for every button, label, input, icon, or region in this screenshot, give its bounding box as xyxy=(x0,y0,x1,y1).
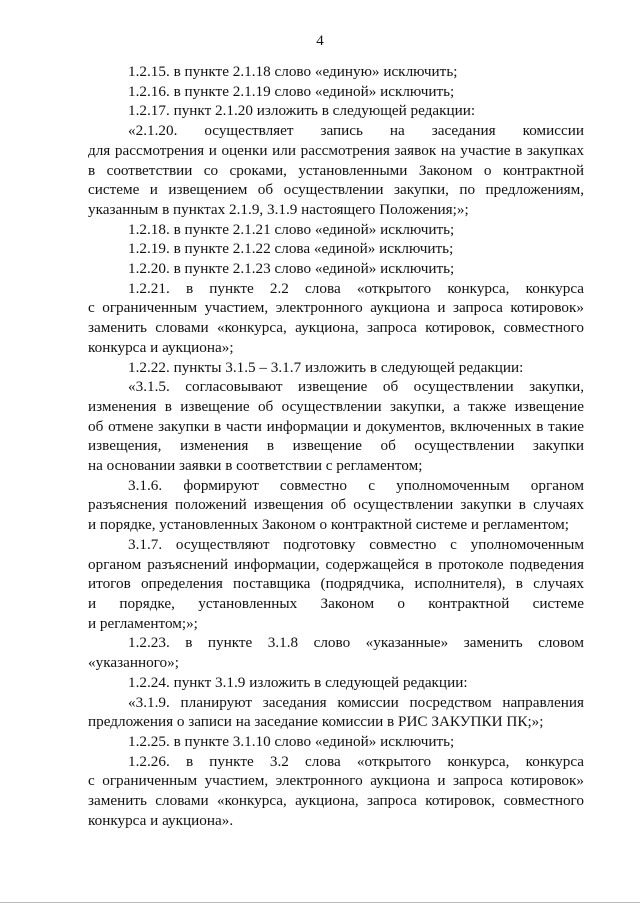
paragraph-3-1-6 xyxy=(88,476,584,535)
paragraph-1-2-15 xyxy=(88,62,584,82)
text-line: конкурса и аукциона»; xyxy=(88,338,234,356)
paragraph-3-1-5-quote xyxy=(88,377,584,476)
paragraph-3-1-9-quote xyxy=(88,693,584,732)
paragraph-1-2-23 xyxy=(88,633,584,672)
text-line: 3.1.6. формируют совместно с уполномоченным органом xyxy=(128,476,584,494)
text-line: об отмене закупки в части информации и документов, включенных в такие xyxy=(88,417,584,435)
document-body xyxy=(88,62,584,830)
text-line: системе и извещением об осуществлении закупки, по предложениям, xyxy=(88,181,584,199)
text-line: и порядке, установленных Законом о контрактной системе xyxy=(88,594,584,612)
text-line: заменить словами «конкурса, аукциона, запроса котировок, совместного xyxy=(88,792,584,810)
text-line: 1.2.21. в пункте 2.2 слова «открытого конкурса, конкурса xyxy=(128,279,584,297)
text-line: 1.2.25. в пункте 3.1.10 слово «единой» исключить; xyxy=(128,732,455,750)
text-line: извещения, изменения в извещение об осуществлении закупки xyxy=(88,437,584,455)
text-line: «3.1.5. согласовывают извещение об осуществлении закупки, xyxy=(128,378,584,396)
text-line: 1.2.20. в пункте 2.1.23 слово «единой» исключить; xyxy=(128,260,455,278)
text-line: 1.2.22. пункты 3.1.5 – 3.1.7 изложить в следующей редакции: xyxy=(128,358,524,376)
text-line: «указанного»; xyxy=(88,654,179,672)
text-line: с ограниченным участием, электронного аукциона и запроса котировок» xyxy=(88,772,584,790)
paragraph-1-2-16 xyxy=(88,82,584,102)
paragraph-1-2-21 xyxy=(88,279,584,358)
text-line: предложения о записи на заседание комиссии в РИС ЗАКУПКИ ПК;»; xyxy=(88,713,544,731)
text-line: 1.2.26. в пункте 3.2 слова «открытого конкурса, конкурса xyxy=(128,752,584,770)
paragraph-1-2-17 xyxy=(88,101,584,121)
text-line: изменения в извещение об осуществлении закупки, а также извещение xyxy=(88,397,584,415)
text-line: 1.2.15. в пункте 2.1.18 слово «единую» исключить; xyxy=(128,63,458,80)
paragraph-1-2-25 xyxy=(88,732,584,752)
text-line: органом разъяснений информации, содержащейся в протоколе подведения xyxy=(88,555,584,573)
text-line: и регламентом;»; xyxy=(88,614,198,632)
text-line: 1.2.17. пункт 2.1.20 изложить в следующей редакции: xyxy=(128,102,476,120)
text-line: для рассмотрения и оценки или рассмотрения заявок на участие в закупках xyxy=(88,141,584,159)
page-number: 4 xyxy=(316,33,324,49)
scan-edge-line xyxy=(0,902,640,903)
paragraph-1-2-26 xyxy=(88,752,584,831)
text-line: 3.1.7. осуществляют подготовку совместно с уполномоченным xyxy=(128,535,584,553)
text-line: 1.2.23. в пункте 3.1.8 слово «указанные» заменить словом xyxy=(128,634,584,652)
text-line: «2.1.20. осуществляет запись на заседания комиссии xyxy=(128,122,584,140)
text-line: разъяснения положений извещения об осуществлении закупки в случаях xyxy=(88,496,584,514)
text-line: конкурса и аукциона». xyxy=(88,811,234,829)
text-line: 1.2.16. в пункте 2.1.19 слово «единой» исключить; xyxy=(128,82,455,100)
paragraph-1-2-18 xyxy=(88,220,584,240)
text-line: 1.2.24. пункт 3.1.9 изложить в следующей редакции: xyxy=(128,673,468,691)
text-line: «3.1.9. планируют заседания комиссии посредством направления xyxy=(128,693,584,711)
text-line: в соответствии со сроками, установленными Законом о контрактной xyxy=(88,161,584,179)
paragraph-2-1-20-quote xyxy=(88,121,584,220)
text-line: указанным в пунктах 2.1.9, 3.1.9 настоящего Положения;»; xyxy=(88,200,469,218)
text-line: и порядке, установленных Законом о контрактной системе и регламентом; xyxy=(88,516,569,534)
text-line: заменить словами «конкурса, аукциона, запроса котировок, совместного xyxy=(88,319,584,337)
paragraph-1-2-24 xyxy=(88,673,584,693)
paragraph-1-2-19 xyxy=(88,239,584,259)
text-line: итогов определения поставщика (подрядчика, исполнителя), в случаях xyxy=(88,575,584,593)
paragraph-1-2-22 xyxy=(88,358,584,378)
paragraph-3-1-7 xyxy=(88,535,584,634)
paragraph-1-2-20 xyxy=(88,259,584,279)
text-line: с ограниченным участием, электронного аукциона и запроса котировок» xyxy=(88,299,584,317)
text-line: на основании заявки в соответствии с регламентом; xyxy=(88,457,423,475)
text-line: 1.2.19. в пункте 2.1.22 слова «единой» исключить; xyxy=(128,240,454,258)
text-line: 1.2.18. в пункте 2.1.21 слово «единой» исключить; xyxy=(128,220,455,238)
